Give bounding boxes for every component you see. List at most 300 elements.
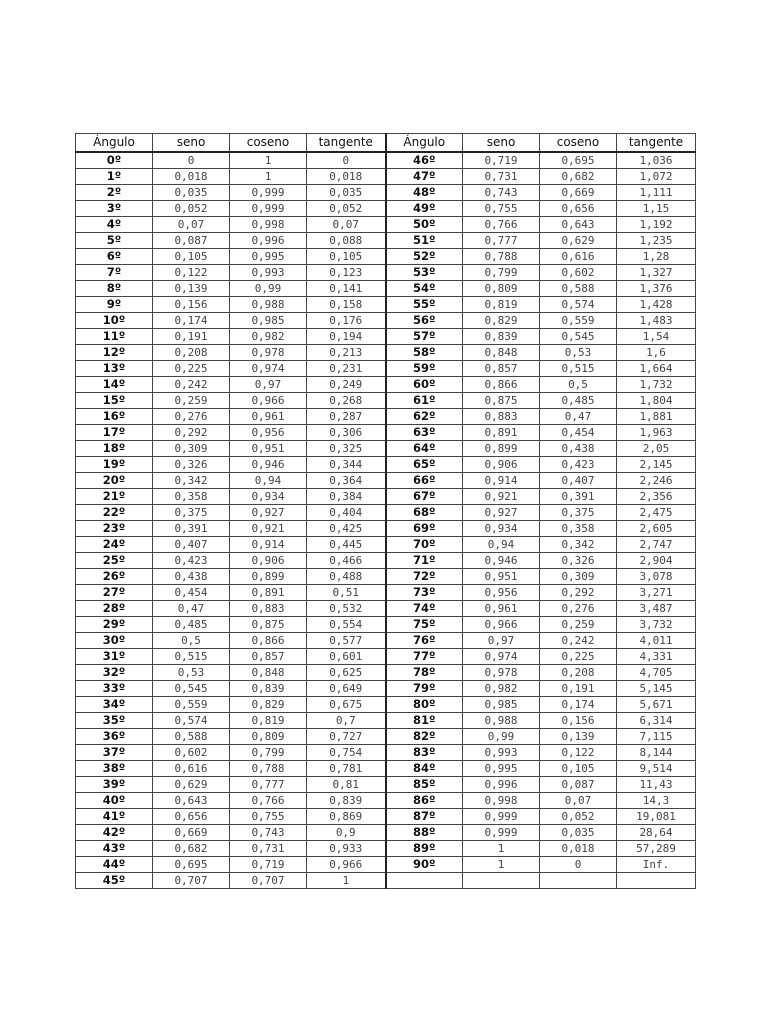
tangent-cell: 0,344 (307, 457, 386, 473)
angle-cell: 74º (386, 601, 463, 617)
header-cosine-right: coseno (540, 134, 617, 153)
cosine-cell: 0,883 (230, 601, 307, 617)
tangent-cell: 0,649 (307, 681, 386, 697)
table-row (76, 585, 696, 601)
tangent-cell: 14,3 (617, 793, 696, 809)
sine-cell: 0,743 (463, 185, 540, 201)
tangent-cell: 1,664 (617, 361, 696, 377)
sine-cell: 0,375 (153, 505, 230, 521)
sine-cell: 0,707 (153, 873, 230, 889)
cosine-cell: 0,961 (230, 409, 307, 425)
sine-cell: 0,951 (463, 569, 540, 585)
table-row (76, 825, 696, 841)
tangent-cell: 0,141 (307, 281, 386, 297)
sine-cell: 0,988 (463, 713, 540, 729)
cosine-cell: 0,839 (230, 681, 307, 697)
angle-cell: 63º (386, 425, 463, 441)
tangent-cell: 4,011 (617, 633, 696, 649)
table-row (76, 233, 696, 249)
angle-cell: 70º (386, 537, 463, 553)
sine-cell: 0,087 (153, 233, 230, 249)
cosine-cell: 0,191 (540, 681, 617, 697)
sine-cell: 0,242 (153, 377, 230, 393)
tangent-cell: 1,15 (617, 201, 696, 217)
cosine-cell: 0,951 (230, 441, 307, 457)
tangent-cell: 5,145 (617, 681, 696, 697)
table-row (76, 313, 696, 329)
sine-cell: 0,996 (463, 777, 540, 793)
cosine-cell: 0,891 (230, 585, 307, 601)
cosine-cell: 0,574 (540, 297, 617, 313)
angle-cell: 39º (76, 777, 153, 793)
sine-cell: 0,276 (153, 409, 230, 425)
angle-cell: 7º (76, 265, 153, 281)
tangent-cell: 5,671 (617, 697, 696, 713)
sine-cell: 0 (153, 152, 230, 169)
cosine-cell: 0,719 (230, 857, 307, 873)
sine-cell: 0,921 (463, 489, 540, 505)
tangent-cell: 0,07 (307, 217, 386, 233)
angle-cell: 82º (386, 729, 463, 745)
angle-cell: 64º (386, 441, 463, 457)
cosine-cell: 0,993 (230, 265, 307, 281)
cosine-cell: 0,899 (230, 569, 307, 585)
table-row (76, 201, 696, 217)
tangent-cell: 0,018 (307, 169, 386, 185)
angle-cell: 33º (76, 681, 153, 697)
tangent-cell: 0,176 (307, 313, 386, 329)
sine-cell: 0,829 (463, 313, 540, 329)
table-row (76, 425, 696, 441)
cosine-cell: 0,978 (230, 345, 307, 361)
sine-cell: 0,766 (463, 217, 540, 233)
tangent-cell: 0,9 (307, 825, 386, 841)
angle-cell: 53º (386, 265, 463, 281)
tangent-cell: 0,404 (307, 505, 386, 521)
tangent-cell: 1,192 (617, 217, 696, 233)
tangent-cell: 19,081 (617, 809, 696, 825)
sine-cell: 0,866 (463, 377, 540, 393)
angle-cell: 55º (386, 297, 463, 313)
cosine-cell: 0,669 (540, 185, 617, 201)
sine-cell: 0,993 (463, 745, 540, 761)
sine-cell: 0,695 (153, 857, 230, 873)
angle-cell: 58º (386, 345, 463, 361)
angle-cell: 20º (76, 473, 153, 489)
angle-cell: 71º (386, 553, 463, 569)
tangent-cell: 0,268 (307, 393, 386, 409)
tangent-cell: 0,325 (307, 441, 386, 457)
sine-cell: 0,018 (153, 169, 230, 185)
angle-cell: 57º (386, 329, 463, 345)
cosine-cell: 0,777 (230, 777, 307, 793)
cosine-cell: 0,97 (230, 377, 307, 393)
angle-cell: 31º (76, 649, 153, 665)
sine-cell: 0,94 (463, 537, 540, 553)
tangent-cell: 0,488 (307, 569, 386, 585)
tangent-cell: 3,732 (617, 617, 696, 633)
cosine-cell: 0,999 (230, 185, 307, 201)
cosine-cell: 0,259 (540, 617, 617, 633)
cosine-cell: 0,799 (230, 745, 307, 761)
angle-cell: 14º (76, 377, 153, 393)
sine-cell: 0,629 (153, 777, 230, 793)
angle-cell: 80º (386, 697, 463, 713)
tangent-cell: 0,425 (307, 521, 386, 537)
table-row (76, 617, 696, 633)
angle-cell: 23º (76, 521, 153, 537)
table-row (76, 441, 696, 457)
cosine-cell: 0,927 (230, 505, 307, 521)
cosine-cell: 0,423 (540, 457, 617, 473)
sine-cell: 0,342 (153, 473, 230, 489)
angle-cell: 4º (76, 217, 153, 233)
tangent-cell: 6,314 (617, 713, 696, 729)
cosine-cell: 0,545 (540, 329, 617, 345)
header-cosine: coseno (230, 134, 307, 153)
sine-cell: 0,309 (153, 441, 230, 457)
table-row (76, 169, 696, 185)
cosine-cell: 0,809 (230, 729, 307, 745)
cosine-cell: 0,99 (230, 281, 307, 297)
angle-cell: 22º (76, 505, 153, 521)
cosine-cell: 0,018 (540, 841, 617, 857)
cosine-cell: 0,47 (540, 409, 617, 425)
sine-cell: 0,97 (463, 633, 540, 649)
cosine-cell: 0,996 (230, 233, 307, 249)
tangent-cell: 0,781 (307, 761, 386, 777)
angle-cell: 32º (76, 665, 153, 681)
tangent-cell: 7,115 (617, 729, 696, 745)
cosine-cell: 0,682 (540, 169, 617, 185)
sine-cell: 0,755 (463, 201, 540, 217)
cosine-cell: 0,105 (540, 761, 617, 777)
tangent-cell: 8,144 (617, 745, 696, 761)
table-row (76, 777, 696, 793)
angle-cell: 60º (386, 377, 463, 393)
angle-cell: 11º (76, 329, 153, 345)
header-tangent: tangente (307, 134, 386, 153)
angle-cell: 29º (76, 617, 153, 633)
sine-cell: 0,391 (153, 521, 230, 537)
angle-cell: 25º (76, 553, 153, 569)
sine-cell: 0,999 (463, 825, 540, 841)
tangent-cell: 0,364 (307, 473, 386, 489)
sine-cell: 0,07 (153, 217, 230, 233)
angle-cell: 89º (386, 841, 463, 857)
sine-cell: 0,788 (463, 249, 540, 265)
cosine-cell: 0,94 (230, 473, 307, 489)
cosine-cell: 0,035 (540, 825, 617, 841)
sine-cell: 0,208 (153, 345, 230, 361)
angle-cell: 9º (76, 297, 153, 313)
header-row (76, 134, 696, 153)
angle-cell: 5º (76, 233, 153, 249)
tangent-cell: 0,194 (307, 329, 386, 345)
tangent-cell: 28,64 (617, 825, 696, 841)
table-row (76, 729, 696, 745)
table-row (76, 361, 696, 377)
cosine-cell: 0,974 (230, 361, 307, 377)
table-row (76, 601, 696, 617)
angle-cell: 68º (386, 505, 463, 521)
angle-cell: 37º (76, 745, 153, 761)
angle-cell: 47º (386, 169, 463, 185)
sine-cell: 0,292 (153, 425, 230, 441)
sine-cell: 0,946 (463, 553, 540, 569)
angle-cell: 13º (76, 361, 153, 377)
table-row (76, 505, 696, 521)
sine-cell: 0,191 (153, 329, 230, 345)
tangent-cell: 57,289 (617, 841, 696, 857)
tangent-cell: 3,078 (617, 569, 696, 585)
tangent-cell: 0,577 (307, 633, 386, 649)
sine-cell: 0,5 (153, 633, 230, 649)
table-row (76, 297, 696, 313)
angle-cell: 86º (386, 793, 463, 809)
sine-cell: 0,906 (463, 457, 540, 473)
cosine-cell: 0,934 (230, 489, 307, 505)
table-row (76, 809, 696, 825)
angle-cell: 78º (386, 665, 463, 681)
cosine-cell: 1 (230, 169, 307, 185)
tangent-cell: 1,6 (617, 345, 696, 361)
angle-cell: 85º (386, 777, 463, 793)
table-row (76, 713, 696, 729)
angle-cell: 46º (386, 152, 463, 169)
tangent-cell: 0,088 (307, 233, 386, 249)
angle-cell: 21º (76, 489, 153, 505)
cosine-cell: 0,53 (540, 345, 617, 361)
tangent-cell: 0,727 (307, 729, 386, 745)
cosine-cell: 0,174 (540, 697, 617, 713)
angle-cell: 79º (386, 681, 463, 697)
angle-cell: 10º (76, 313, 153, 329)
sine-cell: 0,105 (153, 249, 230, 265)
cosine-cell: 0,588 (540, 281, 617, 297)
sine-cell: 0,052 (153, 201, 230, 217)
angle-cell: 35º (76, 713, 153, 729)
angle-cell: 3º (76, 201, 153, 217)
sine-cell: 0,156 (153, 297, 230, 313)
angle-cell: 27º (76, 585, 153, 601)
table-row (76, 633, 696, 649)
cosine-cell: 0,602 (540, 265, 617, 281)
cosine-cell: 0,643 (540, 217, 617, 233)
tangent-cell: 0,675 (307, 697, 386, 713)
cosine-cell: 0,309 (540, 569, 617, 585)
tangent-cell: 2,05 (617, 441, 696, 457)
tangent-cell: 0,532 (307, 601, 386, 617)
angle-cell: 12º (76, 345, 153, 361)
table-row (76, 377, 696, 393)
sine-cell: 0,225 (153, 361, 230, 377)
table-row (76, 329, 696, 345)
angle-cell: 44º (76, 857, 153, 873)
table-row (76, 249, 696, 265)
cosine-cell: 0,052 (540, 809, 617, 825)
tangent-cell: 0,158 (307, 297, 386, 313)
tangent-cell: 0,966 (307, 857, 386, 873)
sine-cell: 0,731 (463, 169, 540, 185)
sine-cell: 0,47 (153, 601, 230, 617)
tangent-cell: 11,43 (617, 777, 696, 793)
angle-cell: 6º (76, 249, 153, 265)
angle-cell: 61º (386, 393, 463, 409)
cosine-cell: 0,946 (230, 457, 307, 473)
angle-cell: 34º (76, 697, 153, 713)
angle-cell: 28º (76, 601, 153, 617)
cosine-cell: 0,156 (540, 713, 617, 729)
angle-cell: 41º (76, 809, 153, 825)
cosine-cell: 0,914 (230, 537, 307, 553)
angle-cell: 42º (76, 825, 153, 841)
angle-cell: 38º (76, 761, 153, 777)
trig-table (75, 133, 696, 889)
sine-cell: 0,423 (153, 553, 230, 569)
sine-cell: 0,974 (463, 649, 540, 665)
tangent-cell: 2,246 (617, 473, 696, 489)
tangent-cell: 1,428 (617, 297, 696, 313)
tangent-cell: 0,466 (307, 553, 386, 569)
table-row (76, 185, 696, 201)
cosine-cell: 0,208 (540, 665, 617, 681)
cosine-cell: 0,292 (540, 585, 617, 601)
tangent-cell: 0,249 (307, 377, 386, 393)
table-row (76, 793, 696, 809)
angle-cell: 72º (386, 569, 463, 585)
sine-cell: 0,998 (463, 793, 540, 809)
sine-cell: 0,927 (463, 505, 540, 521)
cosine-cell: 0,616 (540, 249, 617, 265)
tangent-cell: 0,306 (307, 425, 386, 441)
angle-cell: 17º (76, 425, 153, 441)
cosine-cell: 0,857 (230, 649, 307, 665)
table-row (76, 745, 696, 761)
cosine-cell: 0,07 (540, 793, 617, 809)
table-header (76, 134, 696, 153)
sine-cell: 0,985 (463, 697, 540, 713)
table-row (76, 489, 696, 505)
table-row (76, 537, 696, 553)
sine-cell: 0,574 (153, 713, 230, 729)
angle-cell: 52º (386, 249, 463, 265)
tangent-cell: 1,732 (617, 377, 696, 393)
angle-cell: 15º (76, 393, 153, 409)
tangent-cell: 0,105 (307, 249, 386, 265)
sine-cell: 0,588 (153, 729, 230, 745)
sine-cell: 0,616 (153, 761, 230, 777)
angle-cell: 69º (386, 521, 463, 537)
tangent-cell: 3,487 (617, 601, 696, 617)
tangent-cell: 0,035 (307, 185, 386, 201)
header-sine: seno (153, 134, 230, 153)
tangent-cell: 1,235 (617, 233, 696, 249)
sine-cell: 0,995 (463, 761, 540, 777)
sine-cell: 0,99 (463, 729, 540, 745)
cosine-cell: 0,985 (230, 313, 307, 329)
angle-cell: 65º (386, 457, 463, 473)
header-angle-right: Ángulo (386, 134, 463, 153)
cosine-cell: 0,276 (540, 601, 617, 617)
angle-cell: 87º (386, 809, 463, 825)
cosine-cell: 0,5 (540, 377, 617, 393)
angle-cell: 48º (386, 185, 463, 201)
sine-cell: 0,454 (153, 585, 230, 601)
angle-cell: 0º (76, 152, 153, 169)
sine-cell: 0,682 (153, 841, 230, 857)
cosine-cell: 0,695 (540, 152, 617, 169)
tangent-cell: 0,213 (307, 345, 386, 361)
sine-cell: 0,966 (463, 617, 540, 633)
tangent-cell: 1,483 (617, 313, 696, 329)
cosine-cell (540, 873, 617, 889)
tangent-cell: Inf. (617, 857, 696, 873)
sine-cell: 0,875 (463, 393, 540, 409)
cosine-cell: 0,906 (230, 553, 307, 569)
tangent-cell: 2,356 (617, 489, 696, 505)
sine-cell: 0,358 (153, 489, 230, 505)
sine-cell: 0,515 (153, 649, 230, 665)
sine-cell: 0,777 (463, 233, 540, 249)
sine-cell: 0,326 (153, 457, 230, 473)
cosine-cell: 0,999 (230, 201, 307, 217)
sine-cell: 0,559 (153, 697, 230, 713)
sine-cell: 0,857 (463, 361, 540, 377)
cosine-cell: 0,391 (540, 489, 617, 505)
cosine-cell: 0 (540, 857, 617, 873)
tangent-cell: 0,554 (307, 617, 386, 633)
cosine-cell: 0,375 (540, 505, 617, 521)
sine-cell: 1 (463, 857, 540, 873)
cosine-cell: 0,087 (540, 777, 617, 793)
sine-cell: 0,035 (153, 185, 230, 201)
sine-cell: 0,122 (153, 265, 230, 281)
table-row (76, 409, 696, 425)
cosine-cell: 0,122 (540, 745, 617, 761)
cosine-cell: 0,921 (230, 521, 307, 537)
tangent-cell: 0,839 (307, 793, 386, 809)
angle-cell: 30º (76, 633, 153, 649)
cosine-cell: 0,998 (230, 217, 307, 233)
tangent-cell: 1,072 (617, 169, 696, 185)
tangent-cell: 0,933 (307, 841, 386, 857)
tangent-cell: 2,605 (617, 521, 696, 537)
sine-cell: 0,438 (153, 569, 230, 585)
sine-cell: 0,934 (463, 521, 540, 537)
table-row (76, 857, 696, 873)
sine-cell: 0,485 (153, 617, 230, 633)
sine-cell: 0,174 (153, 313, 230, 329)
tangent-cell: 1,376 (617, 281, 696, 297)
sine-cell: 0,53 (153, 665, 230, 681)
angle-cell: 83º (386, 745, 463, 761)
cosine-cell: 0,358 (540, 521, 617, 537)
tangent-cell: 2,145 (617, 457, 696, 473)
cosine-cell: 0,995 (230, 249, 307, 265)
cosine-cell: 0,454 (540, 425, 617, 441)
sine-cell: 0,719 (463, 152, 540, 169)
tangent-cell: 0,625 (307, 665, 386, 681)
tangent-cell: 1,036 (617, 152, 696, 169)
cosine-cell: 0,326 (540, 553, 617, 569)
sine-cell: 0,899 (463, 441, 540, 457)
sine-cell: 1 (463, 841, 540, 857)
angle-cell: 59º (386, 361, 463, 377)
angle-cell: 43º (76, 841, 153, 857)
sine-cell: 0,891 (463, 425, 540, 441)
sine-cell: 0,643 (153, 793, 230, 809)
